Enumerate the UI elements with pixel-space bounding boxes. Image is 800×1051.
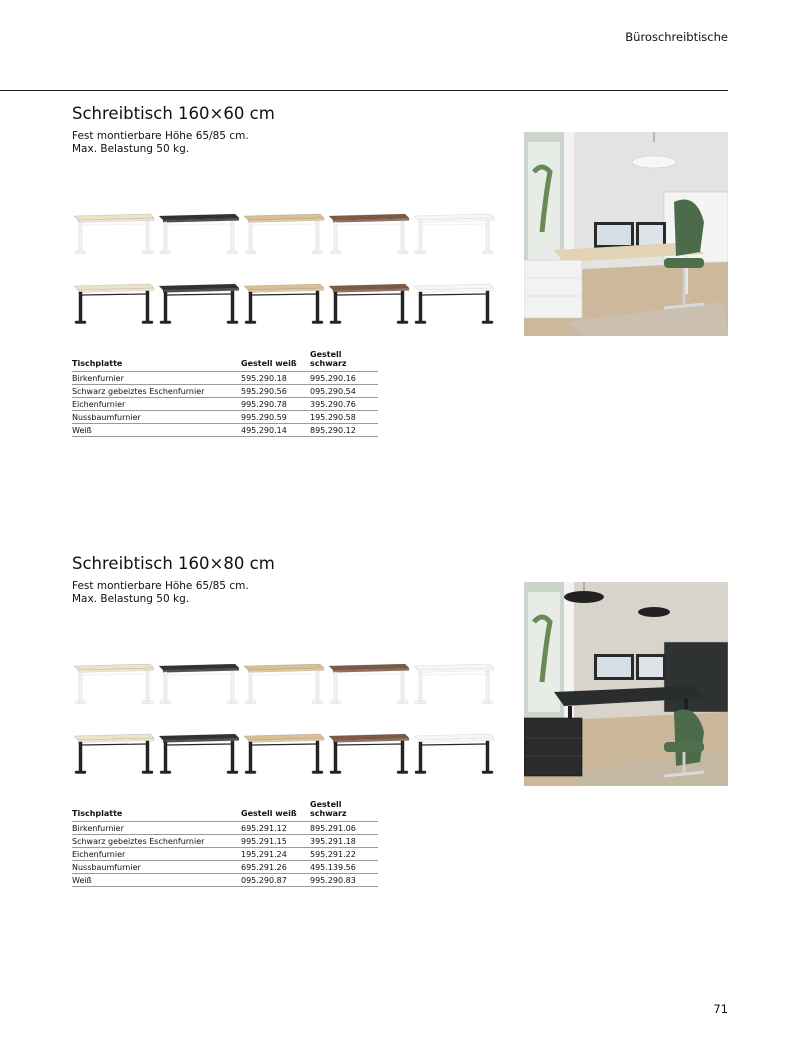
desk-variant-illustration [157,658,241,708]
article-number-cell: 495.139.56 [310,861,378,874]
tabletop-cell: Schwarz gebeiztes Eschenfurnier [72,835,241,848]
description-line: Fest montierbare Höhe 65/85 cm. [72,130,249,142]
tabletop-cell: Birkenfurnier [72,372,241,385]
section-title: Schreibtisch 160×80 cm [72,554,275,573]
table-row [72,861,378,874]
article-number-cell: 995.290.16 [310,372,378,385]
article-number-cell: 995.290.83 [310,874,378,887]
tabletop-cell: Schwarz gebeiztes Eschenfurnier [72,385,241,398]
article-number-cell: 895.291.06 [310,822,378,835]
desk-variant-illustration [72,658,156,708]
tabletop-cell: Nussbaumfurnier [72,411,241,424]
column-header-frame-white: Gestell weiß [241,359,297,368]
article-number-cell: 995.290.78 [241,398,310,411]
desk-variants-grid [72,658,496,788]
article-number-cell: 595.291.22 [310,848,378,861]
table-row [72,372,378,385]
tabletop-cell: Birkenfurnier [72,822,241,835]
desk-variant-illustration [412,278,496,328]
header-divider [0,90,728,91]
column-header-frame-white: Gestell weiß [241,809,297,818]
description-line: Max. Belastung 50 kg. [72,143,190,155]
desk-variant-illustration [327,208,411,258]
desk-variant-illustration [242,728,326,778]
tabletop-cell: Weiß [72,424,241,437]
article-number-cell: 695.291.12 [241,822,310,835]
article-number-cell: 995.291.15 [241,835,310,848]
table-row [72,424,378,437]
article-number-cell: 395.290.76 [310,398,378,411]
desk-variant-illustration [72,278,156,328]
column-header-frame-black: Gestell schwarz [310,350,347,368]
office-desk-photo [524,132,728,336]
article-number-cell: 095.290.87 [241,874,310,887]
article-number-cell: 695.291.26 [241,861,310,874]
table-header-row [72,350,378,372]
tabletop-cell: Eichenfurnier [72,398,241,411]
desk-variant-illustration [327,728,411,778]
running-header: Büroschreibtische [625,30,728,44]
desk-variant-illustration [327,658,411,708]
desk-variant-illustration [327,278,411,328]
desk-variant-illustration [242,278,326,328]
table-row [72,398,378,411]
article-number-cell: 595.290.56 [241,385,310,398]
article-number-cell: 995.290.59 [241,411,310,424]
desk-variant-illustration [412,208,496,258]
page-number: 71 [713,1002,728,1016]
desk-variant-illustration [72,728,156,778]
column-header-frame-black: Gestell schwarz [310,800,347,818]
desk-variant-illustration [157,728,241,778]
desk-variant-illustration [157,208,241,258]
section-description [72,130,249,156]
tabletop-cell: Weiß [72,874,241,887]
table-header-row [72,800,378,822]
article-number-cell: 895.290.12 [310,424,378,437]
desk-variant-illustration [72,208,156,258]
table-row [72,848,378,861]
column-header-tabletop: Tischplatte [72,359,123,368]
article-number-cell: 395.291.18 [310,835,378,848]
article-number-table [72,350,378,437]
section-description [72,580,249,606]
column-header-tabletop: Tischplatte [72,809,123,818]
article-number-cell: 095.290.54 [310,385,378,398]
description-line: Max. Belastung 50 kg. [72,593,190,605]
desk-variant-illustration [157,278,241,328]
description-line: Fest montierbare Höhe 65/85 cm. [72,580,249,592]
tabletop-cell: Nussbaumfurnier [72,861,241,874]
desk-variant-illustration [242,208,326,258]
table-row [72,835,378,848]
article-number-table [72,800,378,887]
article-number-cell: 195.291.24 [241,848,310,861]
desk-variant-illustration [242,658,326,708]
article-number-cell: 495.290.14 [241,424,310,437]
article-number-cell: 595.290.18 [241,372,310,385]
article-number-cell: 195.290.58 [310,411,378,424]
table-row [72,385,378,398]
desk-variant-illustration [412,728,496,778]
table-row [72,874,378,887]
desk-variants-grid [72,208,496,338]
desk-variant-illustration [412,658,496,708]
table-row [72,822,378,835]
tabletop-cell: Eichenfurnier [72,848,241,861]
office-desk-photo [524,582,728,786]
section-title: Schreibtisch 160×60 cm [72,104,275,123]
table-row [72,411,378,424]
